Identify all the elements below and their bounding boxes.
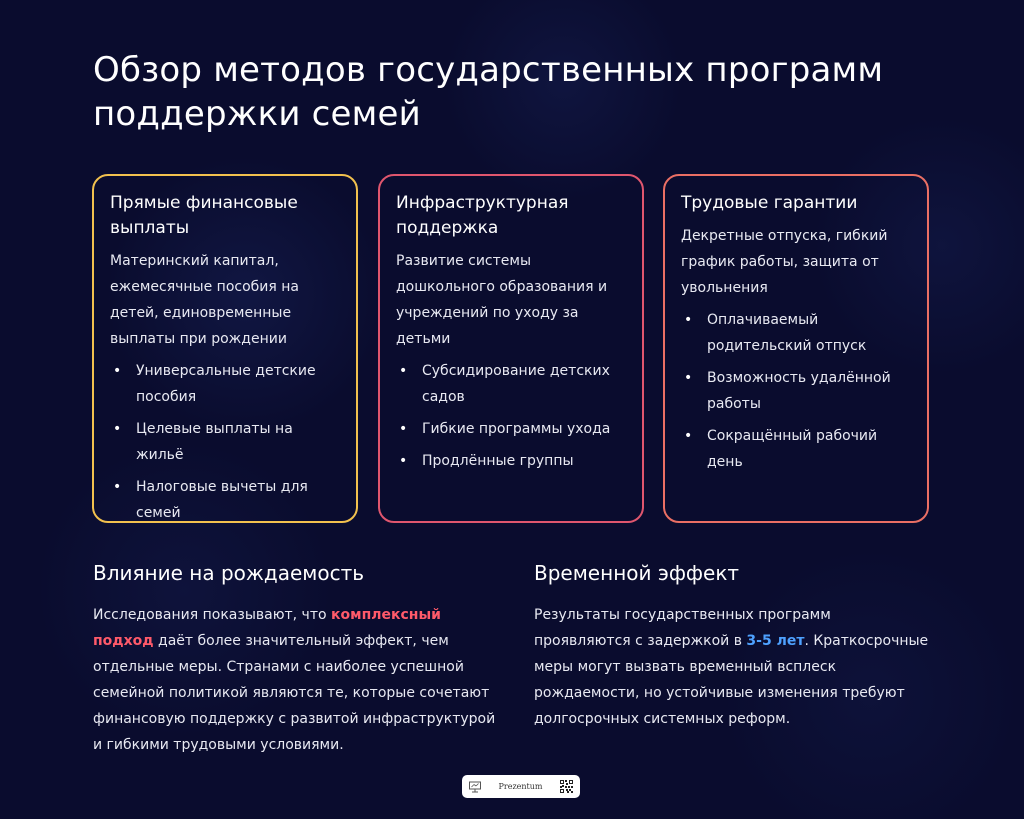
card-description: Развитие системы дошкольного образования и учреждений по уходу за детьми xyxy=(396,253,608,347)
badge-label: Prezentum xyxy=(498,781,543,791)
text-part: даёт более значительный эффект, чем отдельные меры. Странами с наиболее успешной семейной политикой являются те, которые сочетают финансовую поддержку с развитой инфраструктурой и гибкими трудовыми условиями. xyxy=(93,633,496,753)
text-part: . Краткосрочные меры могут вызвать временный всплеск рождаемости, но устойчивые изменения требуют долгосрочных системных реформ. xyxy=(534,633,929,727)
list-item: • Гибкие программы ухода xyxy=(396,416,626,442)
list-item: • Целевые выплаты на жильё xyxy=(110,416,340,468)
list-item: • Возможность удалённой работы xyxy=(681,365,911,417)
section-heading: Временной эффект xyxy=(534,561,740,585)
card-title: Прямые финансовые выплаты xyxy=(110,193,298,238)
qr-code-icon xyxy=(559,779,574,794)
text-part: Исследования показывают, что xyxy=(93,607,331,623)
card-title: Инфраструктурная поддержка xyxy=(396,193,569,238)
list-item: • Налоговые вычеты для семей xyxy=(110,474,340,526)
card-financial-payments xyxy=(92,174,358,523)
prezentum-badge[interactable] xyxy=(462,775,580,798)
card-infrastructure-support xyxy=(378,174,644,523)
highlight-text: комплексный подход xyxy=(93,607,441,649)
list-item: • Универсальные детские пособия xyxy=(110,358,340,410)
card-list xyxy=(681,307,911,475)
card-description: Материнский капитал, ежемесячные пособия на детей, единовременные выплаты при рождении xyxy=(110,253,299,347)
section-heading: Влияние на рождаемость xyxy=(93,561,365,585)
slide-title: Обзор методов государственных программ поддержки семей xyxy=(93,50,884,134)
text-part: Результаты государственных программ проявляются с задержкой в xyxy=(534,607,831,649)
card-list xyxy=(396,358,626,474)
list-item: • Продлённые группы xyxy=(396,448,626,474)
list-item: • Субсидирование детских садов xyxy=(396,358,626,410)
card-list xyxy=(110,358,340,526)
list-item: • Оплачиваемый родительский отпуск xyxy=(681,307,911,359)
section-birthrate-impact xyxy=(93,558,503,758)
card-labor-guarantees xyxy=(663,174,929,523)
section-temporal-effect xyxy=(534,558,929,732)
card-description: Декретные отпуска, гибкий график работы, защита от увольнения xyxy=(681,228,888,296)
card-title: Трудовые гарантии xyxy=(681,193,858,213)
presentation-logo-icon xyxy=(468,781,482,793)
section-text xyxy=(534,602,929,732)
section-text xyxy=(93,602,503,758)
list-item: • Сокращённый рабочий день xyxy=(681,423,911,475)
highlight-text: 3-5 лет xyxy=(746,633,805,649)
